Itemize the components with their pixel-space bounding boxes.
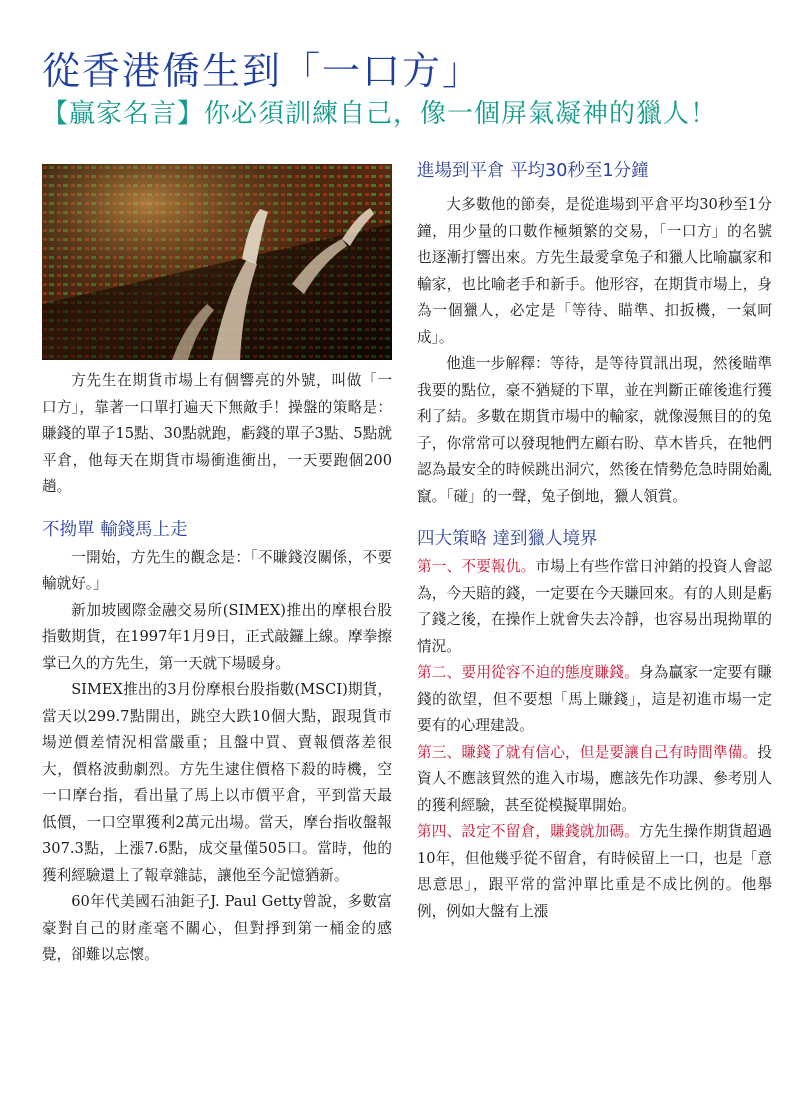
body-paragraph: SIMEX推出的3月份摩根台股指數(MSCI)期貨，當天以299.7點開出，跳空大跌10個大點，跟現貨市場逆價差情況相當嚴重；且盤中買、賣報價落差很大，價格波動劇烈。方先生逮住價格下殺的時機，空一口摩台指，看出量了馬上以市價平倉，平到當天最低價，一口空單獲利2萬元出場。當天，摩台指收盤報307.3點，上漲7.6點，成交量僅505口。當時，他的獲利經驗還上了報章雜誌，讓他至今記憶猶新。 <box>42 681 392 884</box>
section-heading-no-stubborn: 不拗單 輸錢馬上走 <box>42 519 188 540</box>
body-paragraph: 大多數他的節奏，是從進場到平倉平均30秒至1分鐘，用少量的口數作極頻繁的交易，「一口方」的名號也逐漸打響出來。方先生最愛拿兔子和獵人比喻贏家和輸家，也比喻老手和新手。他形容，在期貨市場上，身為一個獵人，必定是「等待、瞄準、扣扳機，一氣呵成」。 <box>417 196 772 346</box>
strategy-lead: 第二、要用從容不迫的態度賺錢。 <box>417 664 639 681</box>
strategy-lead: 第一、不要報仇。 <box>417 558 536 575</box>
strategy-text: 方先生操作期貨超過10年，但他幾乎從不留倉，有時候留上一口，也是「意思意思」，跟平常的當沖單比重是不成比例的。他舉例，例如大盤有上漲 <box>417 823 772 920</box>
strategy-3 <box>417 740 772 820</box>
right-column <box>417 156 772 925</box>
left-column <box>42 368 392 969</box>
stock-board-photo <box>42 164 392 360</box>
body-paragraph: 60年代美國石油鉅子J. Paul Getty曾說，多數富豪對自己的財產毫不關心，但對掙到第一桶金的感覺，卻難以忘懷。 <box>42 893 392 963</box>
body-paragraph: 一開始，方先生的觀念是：「不賺錢沒關係，不要輸就好。」 <box>42 548 392 592</box>
intro-paragraph: 方先生在期貨市場上有個響亮的外號，叫做「一口方」，靠著一口單打遍天下無敵手！操盤的策略是：賺錢的單子15點、30點就跑，虧錢的單子3點、5點就平倉，他每天在期貨市場衝進衝出，一天要跑個200趟。 <box>42 372 392 495</box>
strategy-1 <box>417 554 772 660</box>
strategy-2 <box>417 660 772 740</box>
strategy-4 <box>417 819 772 925</box>
strategy-text: 市場上有些作當日沖銷的投資人會認為，今天賠的錢，一定要在今天賺回來。有的人則是虧了錢之後，在操作上就會失去冷靜，也容易出現拗單的情況。 <box>417 558 772 655</box>
section-heading-entry-exit: 進場到平倉 平均30秒至1分鐘 <box>417 161 649 181</box>
section-heading-four-strategies: 四大策略 達到獵人境界 <box>417 529 598 549</box>
page-subtitle: 【贏家名言】你必須訓練自己，像一個屏氣凝神的獵人！ <box>42 99 718 129</box>
strategy-text: 身為贏家一定要有賺錢的欲望，但不要想「馬上賺錢」，這是初進市場一定要有的心理建設。 <box>417 664 772 734</box>
strategy-lead: 第四、設定不留倉，賺錢就加碼。 <box>417 823 639 840</box>
body-paragraph: 他進一步解釋：等待，是等待買訊出現，然後瞄準我要的點位，豪不猶疑的下單，並在判斷正確後進行獲利了結。多數在期貨市場中的輸家，就像漫無目的的兔子，你常常可以發現牠們左顧右盼、草木皆兵，在牠們認為最安全的時候跳出洞穴，然後在情勢危急時開始亂竄。「碰」的一聲，兔子倒地，獵人領賞。 <box>417 355 772 505</box>
stock-board-illustration <box>42 164 392 360</box>
strategy-lead: 第三、賺錢了就有信心，但是要讓自己有時間準備。 <box>417 743 758 761</box>
strategy-text: 投資人不應該貿然的進入市場，應該先作功課、參考別人的獲利經驗，甚至從模擬單開始。 <box>417 743 772 814</box>
body-paragraph: 新加坡國際金融交易所(SIMEX)推出的摩根台股指數期貨，在1997年1月9日，正式敲鑼上線。摩拳擦掌已久的方先生，第一天就下場暖身。 <box>42 601 392 672</box>
page-title: 從香港僑生到「一口方」 <box>42 49 483 93</box>
